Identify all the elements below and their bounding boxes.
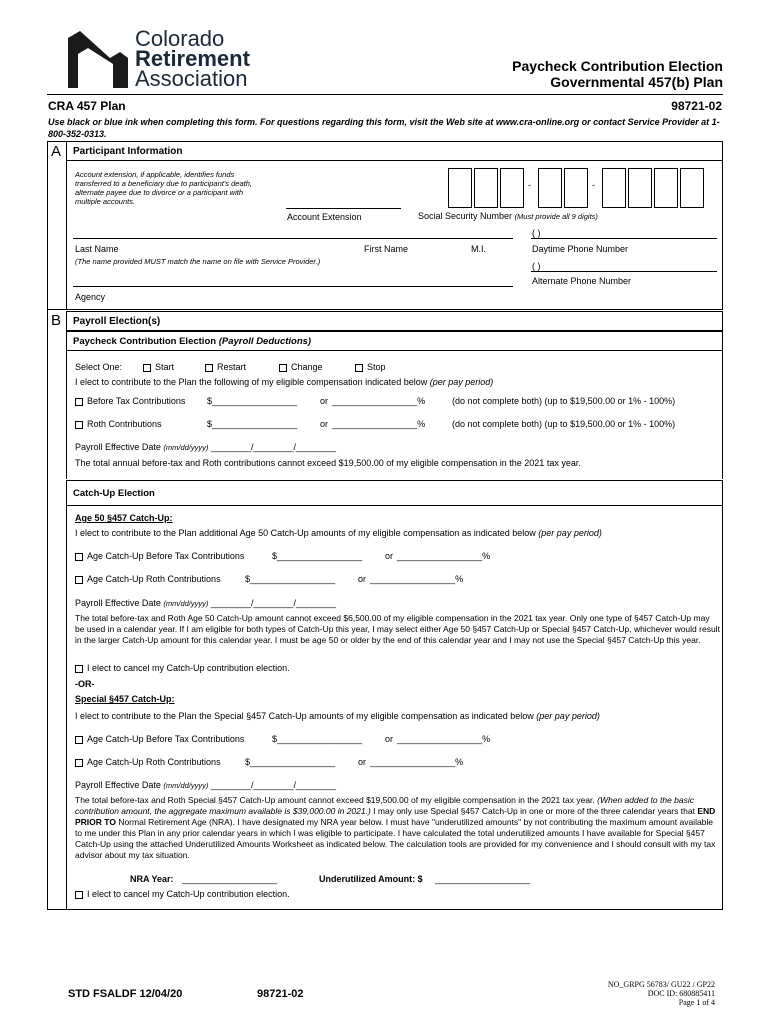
ssn-digit[interactable] xyxy=(500,168,524,208)
special-before-tax-or: or xyxy=(385,734,394,744)
daytime-phone-paren: ( ) xyxy=(532,228,541,238)
special-limit-a: The total before-tax and Roth Special §457 Catch-Up amount cannot exceed $19,500.00 of my eligible compensation in the 2021 tax year. xyxy=(75,795,595,805)
special-before-tax-percent[interactable]: _________________% xyxy=(397,734,491,744)
ssn-dash: - xyxy=(528,180,531,190)
age50-effective-format: (mm/dd/yyyy) xyxy=(163,599,209,608)
special-limit-b: (When added to the basic contribution amount, the aggregate maximum available is $39,000.00 in 2021.) xyxy=(75,795,695,816)
logo-line1: Colorado xyxy=(135,26,225,51)
annual-limit-note: The total annual before-tax and Roth contributions cannot exceed $19,500.00 of my eligible compensation in the 2021 tax year. xyxy=(75,458,581,468)
option-restart[interactable] xyxy=(205,362,246,372)
option-stop[interactable] xyxy=(355,362,386,372)
ssn-digit[interactable] xyxy=(602,168,626,208)
special-before-tax-row xyxy=(75,734,244,744)
paycheck-election-title-text: Paycheck Contribution Election xyxy=(73,336,217,347)
footer-doc-id: DOC ID: 680885411 xyxy=(647,989,715,998)
age50-roth-amount[interactable]: $_________________ xyxy=(245,574,336,584)
form-title-line1: Paycheck Contribution Election xyxy=(512,58,723,74)
plan-number: 98721-02 xyxy=(671,99,722,113)
special-roth-row xyxy=(75,757,221,767)
ssn-digit[interactable] xyxy=(654,168,678,208)
before-tax-label: Before Tax Contributions xyxy=(87,396,186,406)
account-note: Account extension, if applicable, identifies funds transferred to a beneficiary due to participant's death, alternate payee due to divorce or a participant with multiple accounts. xyxy=(75,170,252,206)
roth-label: Roth Contributions xyxy=(87,419,162,429)
section-b-header xyxy=(66,311,723,331)
form-title xyxy=(512,58,723,90)
age50-effective-row xyxy=(75,598,336,608)
special-cancel-row xyxy=(75,889,290,899)
top-rule xyxy=(47,94,723,95)
special-effective-row xyxy=(75,780,336,790)
age50-roth-percent[interactable]: _________________% xyxy=(370,574,464,584)
ssn-digit[interactable] xyxy=(448,168,472,208)
special-cancel-checkbox[interactable] xyxy=(75,891,83,899)
alt-phone-label: Alternate Phone Number xyxy=(532,276,632,286)
nra-year-field[interactable]: ___________________ xyxy=(182,874,278,884)
special-text-main: I elect to contribute to the Plan the Special §457 Catch-Up amounts of my eligible compensation as indicated below xyxy=(75,711,534,721)
section-b-letter: B xyxy=(51,312,62,329)
roth-amount[interactable]: $_________________ xyxy=(207,419,298,429)
footer-grp: NO_GRPG 56783/ GU22 / GP22 xyxy=(607,980,715,989)
ssn-label xyxy=(418,211,598,221)
roth-or: or xyxy=(320,419,329,429)
option-start-label: Start xyxy=(155,362,175,372)
name-note: (The name provided MUST match the name on file with Service Provider.) xyxy=(75,257,321,266)
or-separator: -OR- xyxy=(75,679,95,689)
age50-roth-checkbox[interactable] xyxy=(75,576,83,584)
age50-cancel-row xyxy=(75,663,290,673)
underutilized-label: Underutilized Amount: $ xyxy=(319,874,423,884)
age50-cancel-checkbox[interactable] xyxy=(75,665,83,673)
special-effective-field[interactable]: ________/________/________ xyxy=(210,780,337,790)
special-limit-e: Normal Retirement Age (NRA). I have designated my NRA year below. I must have "underutilized amounts" by not contributing the maximum amount available to me under this Plan in any prior calendar years in which I was eligible to participate. I have calculated the total underutilized amounts I have available for Special §457 Catch-Up using the attached Underutilized Amounts Worksheet as indicated below. The calculation tools are provided for my convenience and I should consult with my tax advisor about my tax situation. xyxy=(75,817,716,860)
option-start[interactable] xyxy=(143,362,174,372)
effective-date-label: Payroll Effective Date xyxy=(75,442,161,452)
age50-limit-text: The total before-tax and Roth Age 50 Catch-Up amount cannot exceed $6,500.00 of my eligible compensation in the 2021 tax year. Only one type of §457 Catch-Up may be used in a calendar year. If I am eligible for both types of Catch-Up this year, I may select either Age 50 §457 Catch-Up or Special §457 Catch-Up, whichever would result in the larger Catch-Up amount for this calendar year. I must be age 50 or older by the end of this calendar year and I may not use the Special §457 Catch-Up this year. xyxy=(75,613,720,645)
special-limit-text xyxy=(75,795,720,861)
catchup-header xyxy=(66,480,723,506)
elect-text-note: (per pay period) xyxy=(429,377,494,387)
logo-line3: Association xyxy=(135,66,248,91)
agency-label: Agency xyxy=(75,292,106,302)
agency-field[interactable] xyxy=(73,286,513,287)
nra-year-label: NRA Year: xyxy=(130,874,174,884)
paycheck-election-note: (Payroll Deductions) xyxy=(218,336,312,347)
age50-before-tax-percent[interactable]: _________________% xyxy=(397,551,491,561)
start-checkbox[interactable] xyxy=(143,364,151,372)
age50-before-tax-label: Age Catch-Up Before Tax Contributions xyxy=(87,551,245,561)
special-per-pay: (per pay period) xyxy=(536,711,600,721)
special-roth-checkbox[interactable] xyxy=(75,759,83,767)
ssn-digit[interactable] xyxy=(680,168,704,208)
special-limit-c: I may only use Special §457 Catch-Up in one or more of the three calendar years that xyxy=(373,806,695,816)
change-checkbox[interactable] xyxy=(279,364,287,372)
form-title-line2: Governmental 457(b) Plan xyxy=(550,74,723,90)
underutilized-field[interactable]: ___________________ xyxy=(435,874,531,884)
restart-checkbox[interactable] xyxy=(205,364,213,372)
daytime-phone-field[interactable] xyxy=(531,238,717,239)
special-before-tax-label: Age Catch-Up Before Tax Contributions xyxy=(87,734,245,744)
special-roth-label: Age Catch-Up Roth Contributions xyxy=(87,757,221,767)
before-tax-checkbox[interactable] xyxy=(75,398,83,406)
elect-text-main: I elect to contribute to the Plan the following of my eligible compensation indicated below xyxy=(75,377,428,387)
first-name-label: First Name xyxy=(364,244,409,254)
age50-roth-row xyxy=(75,574,221,584)
special-before-tax-checkbox[interactable] xyxy=(75,736,83,744)
paycheck-election-title xyxy=(73,336,311,347)
age50-roth-label: Age Catch-Up Roth Contributions xyxy=(87,574,221,584)
special-roth-or: or xyxy=(358,757,367,767)
option-change[interactable] xyxy=(279,362,323,372)
special-roth-percent[interactable]: _________________% xyxy=(370,757,464,767)
age50-title: Age 50 §457 Catch-Up: xyxy=(75,513,173,523)
before-tax-amount[interactable]: $_________________ xyxy=(207,396,298,406)
footer-doc-info xyxy=(608,980,715,1007)
before-tax-or: or xyxy=(320,396,329,406)
option-restart-label: Restart xyxy=(217,362,247,372)
alt-phone-field[interactable] xyxy=(531,271,717,272)
special-effective-label: Payroll Effective Date xyxy=(75,780,161,790)
option-stop-label: Stop xyxy=(367,362,386,372)
roth-row xyxy=(75,419,162,429)
age50-before-tax-or: or xyxy=(385,551,394,561)
footer-number: 98721-02 xyxy=(257,988,304,1000)
ssn-digit[interactable] xyxy=(628,168,652,208)
ssn-note: (Must provide all 9 digits) xyxy=(514,212,598,221)
select-one-label: Select One: xyxy=(75,362,123,372)
age50-effective-field[interactable]: ________/________/________ xyxy=(210,598,337,608)
ssn-digit[interactable] xyxy=(474,168,498,208)
before-tax-limit: (do not complete both) (up to $19,500.00 or 1% - 100%) xyxy=(452,396,676,406)
effective-date-row xyxy=(75,442,336,452)
age50-text xyxy=(75,528,602,538)
special-before-tax-amount[interactable]: $_________________ xyxy=(272,734,363,744)
option-change-label: Change xyxy=(291,362,323,372)
age50-before-tax-amount[interactable]: $_________________ xyxy=(272,551,363,561)
age50-per-pay: (per pay period) xyxy=(538,528,602,538)
ssn-label-text: Social Security Number xyxy=(418,211,513,221)
name-field-line[interactable] xyxy=(73,238,513,239)
cra-logo-mark-icon xyxy=(68,28,128,88)
account-extension-field[interactable] xyxy=(286,196,401,209)
elect-text xyxy=(75,377,493,387)
ssn-dash: - xyxy=(592,180,595,190)
ssn-digit[interactable] xyxy=(564,168,588,208)
roth-checkbox[interactable] xyxy=(75,421,83,429)
effective-date-field[interactable]: ________/________/________ xyxy=(210,442,337,452)
section-a-title: Participant Information xyxy=(73,146,183,157)
special-limit-d: END PRIOR TO xyxy=(75,806,716,827)
age50-before-tax-row xyxy=(75,551,244,561)
special-cancel-label: I elect to cancel my Catch-Up contribution election. xyxy=(87,889,290,899)
alt-phone-paren: ( ) xyxy=(532,261,541,271)
roth-percent[interactable]: _________________% xyxy=(332,419,426,429)
roth-limit: (do not complete both) (up to $19,500.00 or 1% - 100%) xyxy=(452,419,676,429)
instructions: Use black or blue ink when completing this form. For questions regarding this form, visit the Web site at www.cra-online.org or contact Service Provider at 1-800-352-0313. xyxy=(48,117,720,139)
effective-date-format: (mm/dd/yyyy) xyxy=(163,443,209,452)
age50-before-tax-checkbox[interactable] xyxy=(75,553,83,561)
age50-cancel-label: I elect to cancel my Catch-Up contribution election. xyxy=(87,663,290,673)
last-name-label: Last Name xyxy=(75,244,119,254)
age50-text-main: I elect to contribute to the Plan additional Age 50 Catch-Up amounts of my eligible compensation as indicated below xyxy=(75,528,536,538)
catchup-title: Catch-Up Election xyxy=(73,488,155,499)
special-title: Special §457 Catch-Up: xyxy=(75,694,175,704)
section-b-title: Payroll Election(s) xyxy=(73,316,161,327)
footer-page: Page 1 of 4 xyxy=(678,998,715,1007)
logo-line2: Retirement xyxy=(135,46,250,71)
mi-label: M.I. xyxy=(471,244,486,254)
special-effective-format: (mm/dd/yyyy) xyxy=(163,781,209,790)
account-extension-label: Account Extension xyxy=(287,212,362,222)
special-roth-amount[interactable]: $_________________ xyxy=(245,757,336,767)
logo-text xyxy=(135,26,250,91)
footer-form-id: STD FSALDF 12/04/20 xyxy=(68,988,183,1000)
stop-checkbox[interactable] xyxy=(355,364,363,372)
age50-effective-label: Payroll Effective Date xyxy=(75,598,161,608)
age50-roth-or: or xyxy=(358,574,367,584)
daytime-phone-label: Daytime Phone Number xyxy=(532,244,629,254)
before-tax-percent[interactable]: _________________% xyxy=(332,396,426,406)
ssn-digit[interactable] xyxy=(538,168,562,208)
special-text xyxy=(75,711,600,721)
before-tax-row xyxy=(75,396,185,406)
plan-name: CRA 457 Plan xyxy=(48,99,126,113)
section-a-letter: A xyxy=(51,143,62,160)
